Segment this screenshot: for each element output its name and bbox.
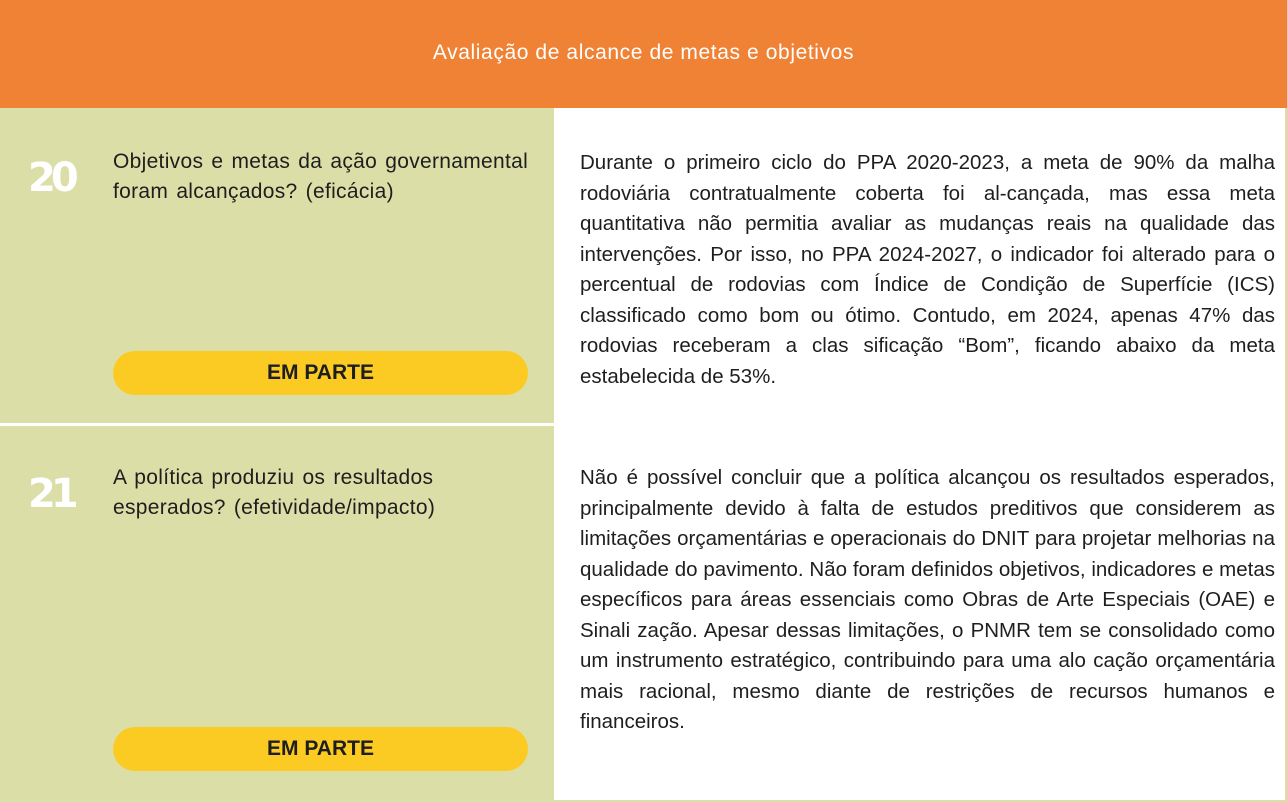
- question-number: 20: [28, 155, 74, 201]
- question-cell: [0, 426, 554, 802]
- answer-text: Não é possível concluir que a política alcançou os resultados esperados, principalmente devido à falta de estudos preditivos que considerem as limitações orçamentárias e operacionais do DNIT para projetar melhorias na qualidade do pavimento. Não foram definidos objetivos, indicadores e metas específicos para áreas essenciais como Obras de Arte Especiais (OAE) e Sinali zação. Apesar dessas limitações, o PNMR tem se consolidado como um instrumento estratégico, contribuindo para uma alo cação orçamentária mais racional, mesmo diante de restrições de recursos humanos e financeiros.: [580, 466, 1275, 733]
- status-badge: EM PARTE: [113, 727, 528, 771]
- question-cell: [0, 108, 554, 423]
- status-badge: EM PARTE: [113, 351, 528, 395]
- evaluation-row: [0, 426, 1287, 802]
- question-number: 21: [28, 471, 74, 517]
- answer-text: Durante o primeiro ciclo do PPA 2020-2023, a meta de 90% da malha rodoviária contratualmente coberta foi al-cançada, mas essa meta quantitativa não permitia avaliar as mudanças reais na qualidade das intervenções. Por isso, no PPA 2024-2027, o indicador foi alterado para o percentual de rodovias com Índice de Condição de Superfície (ICS) classificado como bom ou ótimo. Contudo, em 2024, apenas 47% das rodovias receberam a clas sificação “Bom”, ficando abaixo da meta estabelecida de 53%.: [580, 151, 1275, 388]
- question-text: A política produziu os resultados esperados? (efetividade/impacto): [113, 466, 436, 519]
- evaluation-row: [0, 108, 1287, 423]
- table-header: [0, 0, 1287, 108]
- table-title: Avaliação de alcance de metas e objetivos: [432, 41, 855, 64]
- question-text: Objetivos e metas da ação governamental foram alcançados? (eficácia): [113, 150, 529, 203]
